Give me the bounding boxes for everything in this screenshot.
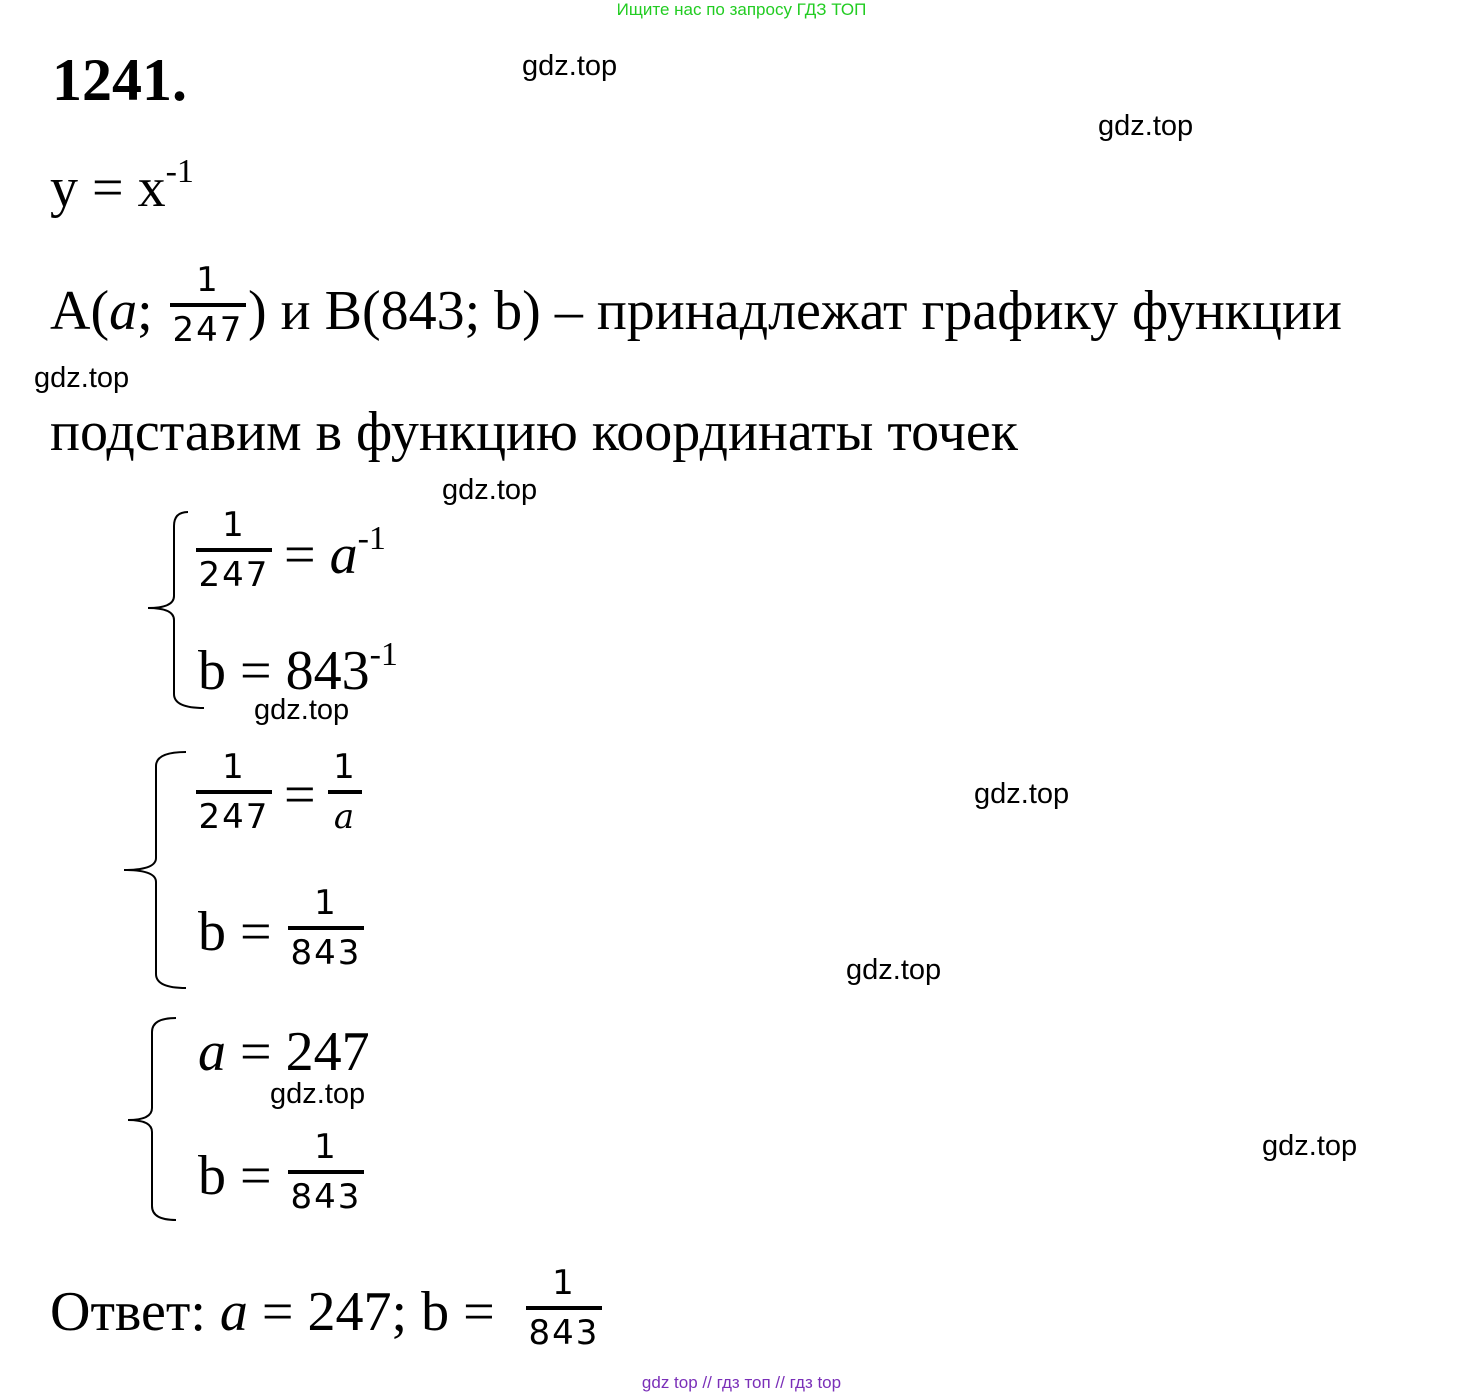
system2-eq2-bar bbox=[288, 926, 364, 930]
system3-eq2-bar bbox=[288, 1170, 364, 1174]
system1-eq1-num: 1 bbox=[222, 505, 246, 545]
watermark: gdz.top bbox=[254, 694, 350, 726]
system2-eq2-den: 843 bbox=[290, 933, 362, 973]
watermark: gdz.top bbox=[442, 474, 538, 506]
system2-eq1-rden: a bbox=[333, 797, 357, 837]
system3-eq1-rest: = 247 bbox=[240, 1021, 370, 1083]
system1-eq1-power: -1 bbox=[357, 520, 386, 557]
condition-sep: ; bbox=[137, 280, 153, 342]
answer-num: 1 bbox=[552, 1263, 576, 1303]
condition-frac-num: 1 bbox=[196, 260, 220, 300]
watermark: gdz.top bbox=[1098, 110, 1194, 142]
system1-eq1-equals: = bbox=[284, 524, 316, 586]
system1-eq1-rhs bbox=[284, 520, 386, 586]
system3-eq1-var: a bbox=[198, 1021, 226, 1083]
function-lhs: y = x bbox=[50, 157, 166, 219]
answer-den: 843 bbox=[528, 1313, 600, 1353]
system2-eq1-num: 1 bbox=[222, 747, 246, 787]
system3-eq2-fraction bbox=[288, 1127, 364, 1217]
watermark: gdz.top bbox=[522, 50, 618, 82]
answer-bar bbox=[526, 1306, 602, 1310]
system2-eq2-fraction bbox=[288, 883, 364, 973]
instruction-text: подставим в функцию координаты точек bbox=[50, 401, 1018, 463]
system2-eq2-num: 1 bbox=[314, 883, 338, 923]
system2-eq1-rnum: 1 bbox=[333, 747, 357, 787]
condition-frac-bar bbox=[170, 303, 246, 307]
answer-var-a: a bbox=[219, 1281, 248, 1343]
problem-number: 1241. bbox=[52, 47, 187, 113]
system2-eq1-den: 247 bbox=[198, 797, 270, 837]
footer-links: gdz top // гдз топ // гдз top bbox=[641, 1373, 842, 1392]
answer-line bbox=[50, 1281, 495, 1343]
watermark: gdz.top bbox=[846, 954, 942, 986]
system2-brace bbox=[120, 748, 190, 994]
condition-rest: ) и B(843; b) – принадлежат графику функции bbox=[248, 280, 1342, 342]
function-definition bbox=[50, 153, 194, 219]
answer-values: = 247; b = bbox=[261, 1281, 495, 1343]
watermark: gdz.top bbox=[34, 362, 130, 394]
system1-eq2-text: b = 843 bbox=[198, 640, 370, 702]
watermark: gdz.top bbox=[974, 778, 1070, 810]
search-hint: Ищите нас по запросу ГДЗ ТОП bbox=[616, 0, 867, 19]
condition-var-a: a bbox=[109, 280, 138, 342]
function-power: -1 bbox=[165, 153, 194, 190]
system1-eq1-bar bbox=[196, 548, 272, 552]
answer-label: Ответ: bbox=[50, 1281, 206, 1343]
system3-eq2-den: 843 bbox=[290, 1177, 362, 1217]
system1-eq2-power: -1 bbox=[369, 636, 398, 673]
system3-eq2-text: b = bbox=[198, 1145, 272, 1207]
system2-eq1-rhs-fraction bbox=[328, 747, 362, 837]
system2-eq1-equals: = bbox=[284, 764, 316, 826]
system1-eq1-var: a bbox=[329, 524, 358, 586]
system2-eq2-text: b = bbox=[198, 901, 272, 963]
watermark: gdz.top bbox=[1262, 1130, 1358, 1162]
system3-eq2-num: 1 bbox=[314, 1127, 338, 1167]
condition-fraction bbox=[170, 260, 246, 350]
system3-eq1 bbox=[198, 1021, 370, 1083]
condition-prefix bbox=[50, 280, 153, 342]
system1-eq1-den: 247 bbox=[198, 555, 270, 595]
watermark: gdz.top bbox=[270, 1078, 366, 1110]
system2-eq1-rbar bbox=[328, 790, 362, 794]
system3-brace bbox=[124, 1014, 184, 1226]
condition-frac-den: 247 bbox=[172, 310, 244, 350]
system2-eq1-bar bbox=[196, 790, 272, 794]
system1-eq1-fraction bbox=[196, 505, 272, 595]
answer-fraction bbox=[526, 1263, 602, 1353]
system2-eq1-fraction bbox=[196, 747, 272, 837]
condition-a-open: A( bbox=[50, 280, 110, 342]
system1-eq2 bbox=[198, 636, 398, 702]
